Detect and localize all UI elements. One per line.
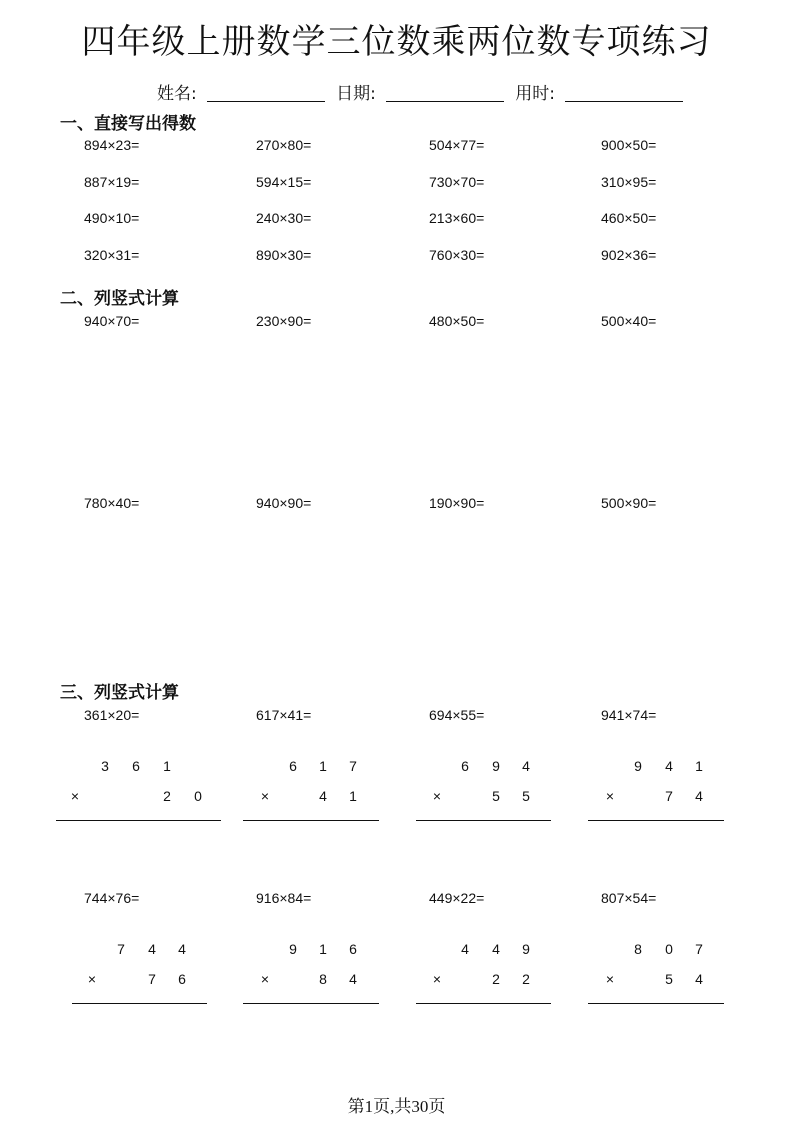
multiplicand-digit: 4 xyxy=(665,758,673,774)
multiplicand-digit: 9 xyxy=(492,758,500,774)
multiplicand-digit: 7 xyxy=(695,941,703,957)
time-label: 用时: xyxy=(515,84,556,104)
multiplicand-digit: 1 xyxy=(695,758,703,774)
oral-problem: 213×60= xyxy=(429,210,485,226)
oral-problem: 760×30= xyxy=(429,247,485,263)
answer-line xyxy=(243,1003,379,1004)
multiplier-digit: 0 xyxy=(194,788,202,804)
multiplicand-digit: 7 xyxy=(117,941,125,957)
vertical-problem-label: 361×20= xyxy=(84,707,140,723)
student-info-row xyxy=(157,79,689,104)
multiplier-digit: 7 xyxy=(665,788,673,804)
times-sign: × xyxy=(260,788,270,804)
multiplicand-digit: 4 xyxy=(522,758,530,774)
oral-problem: 894×23= xyxy=(84,137,140,153)
page-footer: 第1页,共30页 xyxy=(347,1097,446,1116)
answer-line xyxy=(588,820,724,821)
multiplicand-digit: 1 xyxy=(319,758,327,774)
name-label: 姓名: xyxy=(157,84,197,104)
oral-problem: 460×50= xyxy=(601,210,657,226)
multiplier-digit: 7 xyxy=(148,971,156,987)
multiplier-digit: 5 xyxy=(522,788,530,804)
multiplicand-digit: 6 xyxy=(461,758,469,774)
oral-problem: 902×36= xyxy=(601,247,657,263)
multiplicand-digit: 6 xyxy=(349,941,357,957)
multiplicand-digit: 4 xyxy=(461,941,469,957)
oral-problem: 890×30= xyxy=(256,247,312,263)
times-sign: × xyxy=(260,971,270,987)
multiplier-digit: 4 xyxy=(349,971,357,987)
answer-line xyxy=(72,1003,207,1004)
times-sign: × xyxy=(87,971,97,987)
vertical-problem: 190×90= xyxy=(429,495,485,511)
oral-problem: 310×95= xyxy=(601,174,657,190)
oral-problem: 730×70= xyxy=(429,174,485,190)
multiplicand-digit: 4 xyxy=(178,941,186,957)
multiplier-digit: 6 xyxy=(178,971,186,987)
oral-problem: 320×31= xyxy=(84,247,140,263)
date-blank[interactable] xyxy=(386,85,504,102)
page-title: 四年级上册数学三位数乘两位数专项练习 xyxy=(81,22,712,62)
answer-line xyxy=(56,820,221,821)
multiplier-digit: 2 xyxy=(522,971,530,987)
times-sign: × xyxy=(605,971,615,987)
times-sign: × xyxy=(605,788,615,804)
multiplicand-digit: 3 xyxy=(101,758,109,774)
multiplicand-digit: 9 xyxy=(289,941,297,957)
multiplier-digit: 4 xyxy=(695,971,703,987)
oral-problem: 240×30= xyxy=(256,210,312,226)
multiplier-digit: 8 xyxy=(319,971,327,987)
multiplicand-digit: 9 xyxy=(522,941,530,957)
vertical-problem-label: 916×84= xyxy=(256,890,312,906)
multiplicand-digit: 1 xyxy=(319,941,327,957)
answer-line xyxy=(588,1003,724,1004)
vertical-problem-label: 449×22= xyxy=(429,890,485,906)
vertical-problem: 780×40= xyxy=(84,495,140,511)
times-sign: × xyxy=(432,971,442,987)
oral-problem: 887×19= xyxy=(84,174,140,190)
multiplier-digit: 5 xyxy=(665,971,673,987)
multiplicand-digit: 4 xyxy=(148,941,156,957)
oral-problem: 594×15= xyxy=(256,174,312,190)
multiplicand-digit: 1 xyxy=(163,758,171,774)
times-sign: × xyxy=(70,788,80,804)
multiplier-digit: 2 xyxy=(492,971,500,987)
date-label: 日期: xyxy=(336,84,376,104)
answer-line xyxy=(416,820,551,821)
multiplicand-digit: 8 xyxy=(634,941,642,957)
multiplier-digit: 5 xyxy=(492,788,500,804)
vertical-problem: 940×90= xyxy=(256,495,312,511)
times-sign: × xyxy=(432,788,442,804)
multiplicand-digit: 0 xyxy=(665,941,673,957)
vertical-problem: 480×50= xyxy=(429,313,485,329)
multiplier-digit: 4 xyxy=(319,788,327,804)
answer-line xyxy=(243,820,379,821)
vertical-problem-label: 694×55= xyxy=(429,707,485,723)
oral-problem: 504×77= xyxy=(429,137,485,153)
multiplicand-digit: 4 xyxy=(492,941,500,957)
vertical-problem: 500×40= xyxy=(601,313,657,329)
multiplicand-digit: 6 xyxy=(289,758,297,774)
oral-problem: 270×80= xyxy=(256,137,312,153)
multiplier-digit: 4 xyxy=(695,788,703,804)
oral-problem: 900×50= xyxy=(601,137,657,153)
section3-heading: 三、列竖式计算 xyxy=(60,683,179,703)
answer-line xyxy=(416,1003,551,1004)
vertical-problem-label: 744×76= xyxy=(84,890,140,906)
vertical-problem: 230×90= xyxy=(256,313,312,329)
vertical-problem-label: 941×74= xyxy=(601,707,657,723)
name-blank[interactable] xyxy=(207,85,325,102)
multiplier-digit: 2 xyxy=(163,788,171,804)
vertical-problem-label: 617×41= xyxy=(256,707,312,723)
time-blank[interactable] xyxy=(565,85,683,102)
vertical-problem-label: 807×54= xyxy=(601,890,657,906)
section1-heading: 一、直接写出得数 xyxy=(60,114,196,134)
section2-heading: 二、列竖式计算 xyxy=(60,289,179,309)
oral-problem: 490×10= xyxy=(84,210,140,226)
vertical-problem: 940×70= xyxy=(84,313,140,329)
multiplicand-digit: 6 xyxy=(132,758,140,774)
multiplier-digit: 1 xyxy=(349,788,357,804)
multiplicand-digit: 9 xyxy=(634,758,642,774)
multiplicand-digit: 7 xyxy=(349,758,357,774)
vertical-problem: 500×90= xyxy=(601,495,657,511)
